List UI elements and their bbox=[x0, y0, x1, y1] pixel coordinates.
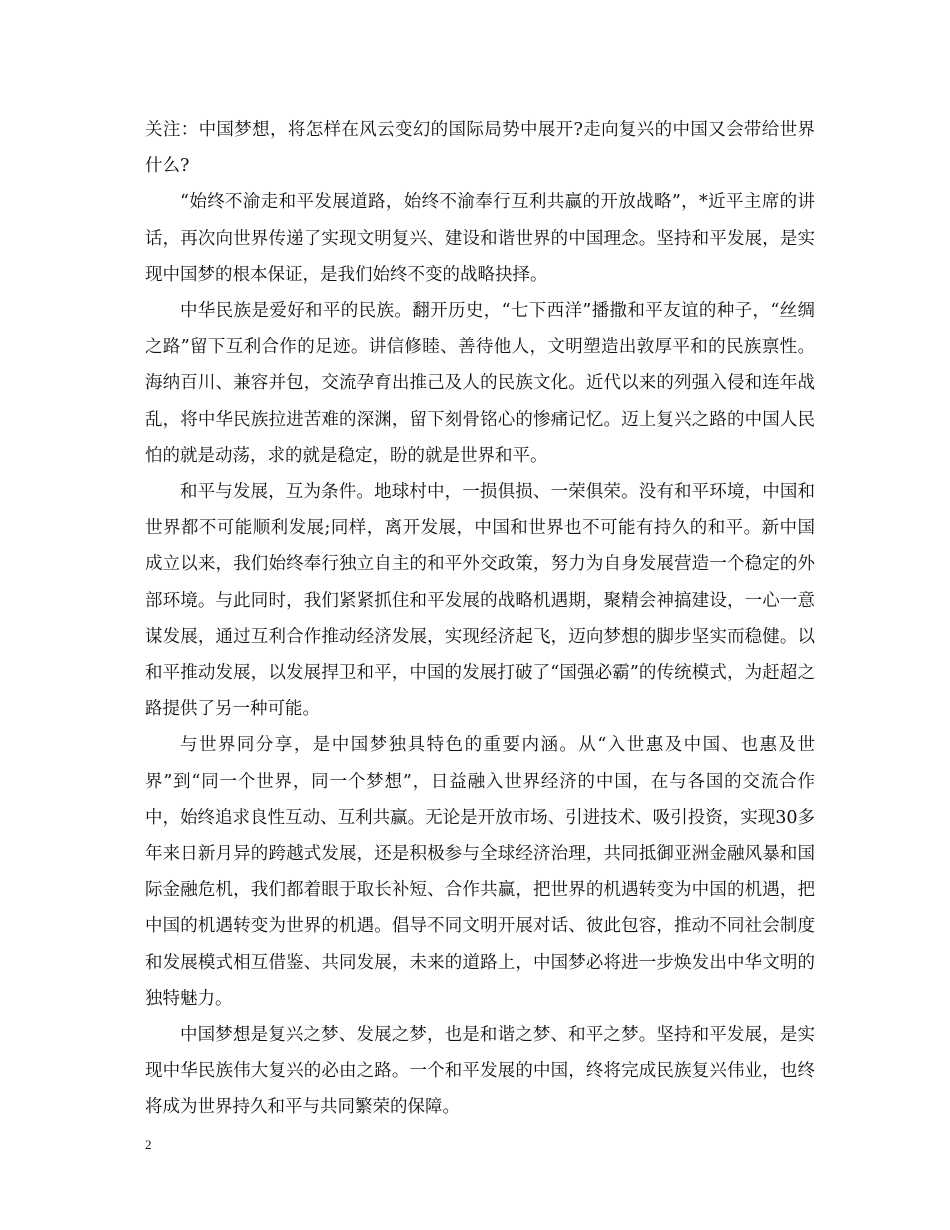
paragraph-peaceful-development: “始终不渝走和平发展道路，始终不渝奉行互利共赢的开放战略”，*近平主席的讲话，再次向世界传递了实现文明复兴、建设和谐世界的中国理念。坚持和平发展，是实现中国梦的根本保证，是我们始终不变的战略抉择。 bbox=[145, 192, 815, 285]
document-body bbox=[145, 112, 815, 1126]
paragraph-intro: 关注：中国梦想，将怎样在风云变幻的国际局势中展开?走向复兴的中国又会带给世界什么? bbox=[145, 120, 815, 177]
paragraph-peace-loving-nation: 中华民族是爱好和平的民族。翻开历史，“七下西洋”播撒和平友谊的种子，“丝绸之路”留下互利合作的足迹。讲信修睦、善待他人，文明塑造出敦厚平和的民族禀性。海纳百川、兼容并包，交流孕育出推己及人的民族文化。近代以来的列强入侵和连年战乱，将中华民族拉进苦难的深渊，留下刻骨铭心的惨痛记忆。迈上复兴之路的中国人民怕的就是动荡，求的就是稳定，盼的就是世界和平。 bbox=[145, 301, 815, 466]
page-number: 2 bbox=[145, 1137, 152, 1152]
paragraph-peace-and-development: 和平与发展，互为条件。地球村中，一损俱损、一荣俱荣。没有和平环境，中国和世界都不可能顺利发展;同样，离开发展，中国和世界也不可能有持久的和平。新中国成立以来，我们始终奉行独立自主的和平外交政策，努力为自身发展营造一个稳定的外部环境。与此同时，我们紧紧抓住和平发展的战略机遇期，聚精会神搞建设，一心一意谋发展，通过互利合作推动经济发展，实现经济起飞，迈向梦想的脚步坚实而稳健。以和平推动发展，以发展捍卫和平，中国的发展打破了“国强必霸”的传统模式，为赶超之路提供了另一种可能。 bbox=[145, 482, 815, 720]
paragraph-share-with-world: 与世界同分享，是中国梦独具特色的重要内涵。从“入世惠及中国、也惠及世界”到“同一个世界，同一个梦想”，日益融入世界经济的中国，在与各国的交流合作中，始终追求良性互动、互利共赢。无论是开放市场、引进技术、吸引投资，实现30多年来日新月异的跨越式发展，还是积极参与全球经济治理，共同抵御亚洲金融风暴和国际金融危机，我们都着眼于取长补短、合作共赢，把世界的机遇转变为中国的机遇，把中国的机遇转变为世界的机遇。倡导不同文明开展对话、彼此包容，推动不同社会制度和发展模式相互借鉴、共同发展，未来的道路上，中国梦必将进一步焕发出中华文明的独特魅力。 bbox=[145, 735, 815, 1009]
paragraph-conclusion: 中国梦想是复兴之梦、发展之梦，也是和谐之梦、和平之梦。坚持和平发展，是实现中华民族伟大复兴的必由之路。一个和平发展的中国，终将完成民族复兴伟业，也终将成为世界持久和平与共同繁荣的保障。 bbox=[145, 1025, 815, 1118]
